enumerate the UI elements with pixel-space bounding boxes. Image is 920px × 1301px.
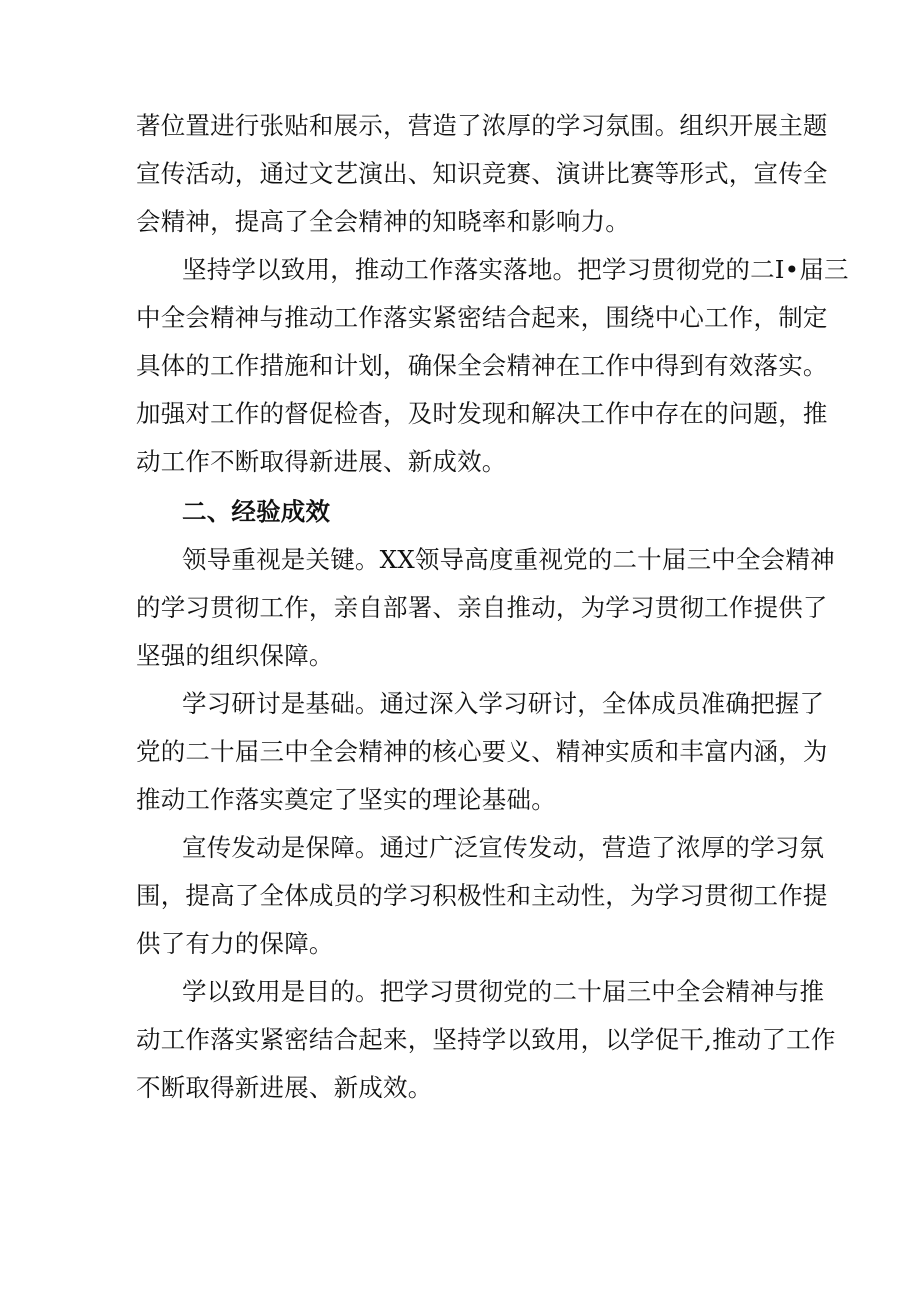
paragraph-2-line-2: 中全会精神与推动工作落实紧密结合起来，围绕中心工作，制定 [136, 303, 828, 332]
paragraph-1-line-2: 宣传活动，通过文艺演出、知识竞赛、演讲比赛等形式，宣传全 [136, 159, 828, 188]
paragraph-2-line-1: 坚持学以致用，推动工作落实落地。把学习贯彻党的二I•届三 [182, 255, 849, 284]
paragraph-1-line-3: 会精神，提高了全会精神的知晓率和影响力。 [136, 207, 630, 236]
paragraph-4-line-3: 推动工作落实奠定了坚实的理论基础。 [136, 785, 556, 814]
paragraph-4-line-2: 党的二十届三中全会精神的核心要义、精神实质和丰富内涵，为 [136, 737, 828, 766]
paragraph-1-line-1: 著位置进行张贴和展示，营造了浓厚的学习氛围。组织开展主题 [136, 111, 828, 140]
paragraph-2-line-3: 具体的工作措施和计划，确保全会精神在工作中得到有效落实。 [136, 351, 828, 380]
paragraph-4-line-1: 学习研讨是基础。通过深入学习研讨，全体成员准确把握了 [182, 689, 825, 718]
paragraph-5-line-1: 宣传发动是保障。通过广泛宣传发动，营造了浓厚的学习氛 [182, 833, 825, 862]
paragraph-5-line-2: 围，提高了全体成员的学习积极性和主动性，为学习贯彻工作提 [136, 881, 828, 910]
paragraph-2-line-5: 动工作不断取得新进展、新成效。 [136, 447, 507, 476]
paragraph-5-line-3: 供了有力的保障。 [136, 929, 334, 958]
section-heading: 二、经验成效 [182, 497, 331, 526]
paragraph-3-line-2: 的学习贯彻工作，亲自部署、亲自推动，为学习贯彻工作提供了 [136, 593, 828, 622]
paragraph-2-line-4: 加强对工作的督促检杳，及时发现和解决工作中存在的问题，推 [136, 399, 828, 428]
paragraph-3-line-1: 领导重视是关键。XX领导高度重视党的二十届三中全会精神 [182, 545, 835, 574]
paragraph-6-line-3: 不断取得新进展、新成效。 [136, 1073, 433, 1102]
paragraph-6-line-2: 动工作落实紧密结合起来，坚持学以致用，以学促干,推动了工作 [136, 1025, 836, 1054]
paragraph-3-line-3: 坚强的组织保障。 [136, 641, 334, 670]
paragraph-6-line-1: 学以致用是目的。把学习贯彻党的二十届三中全会精神与推 [182, 977, 825, 1006]
